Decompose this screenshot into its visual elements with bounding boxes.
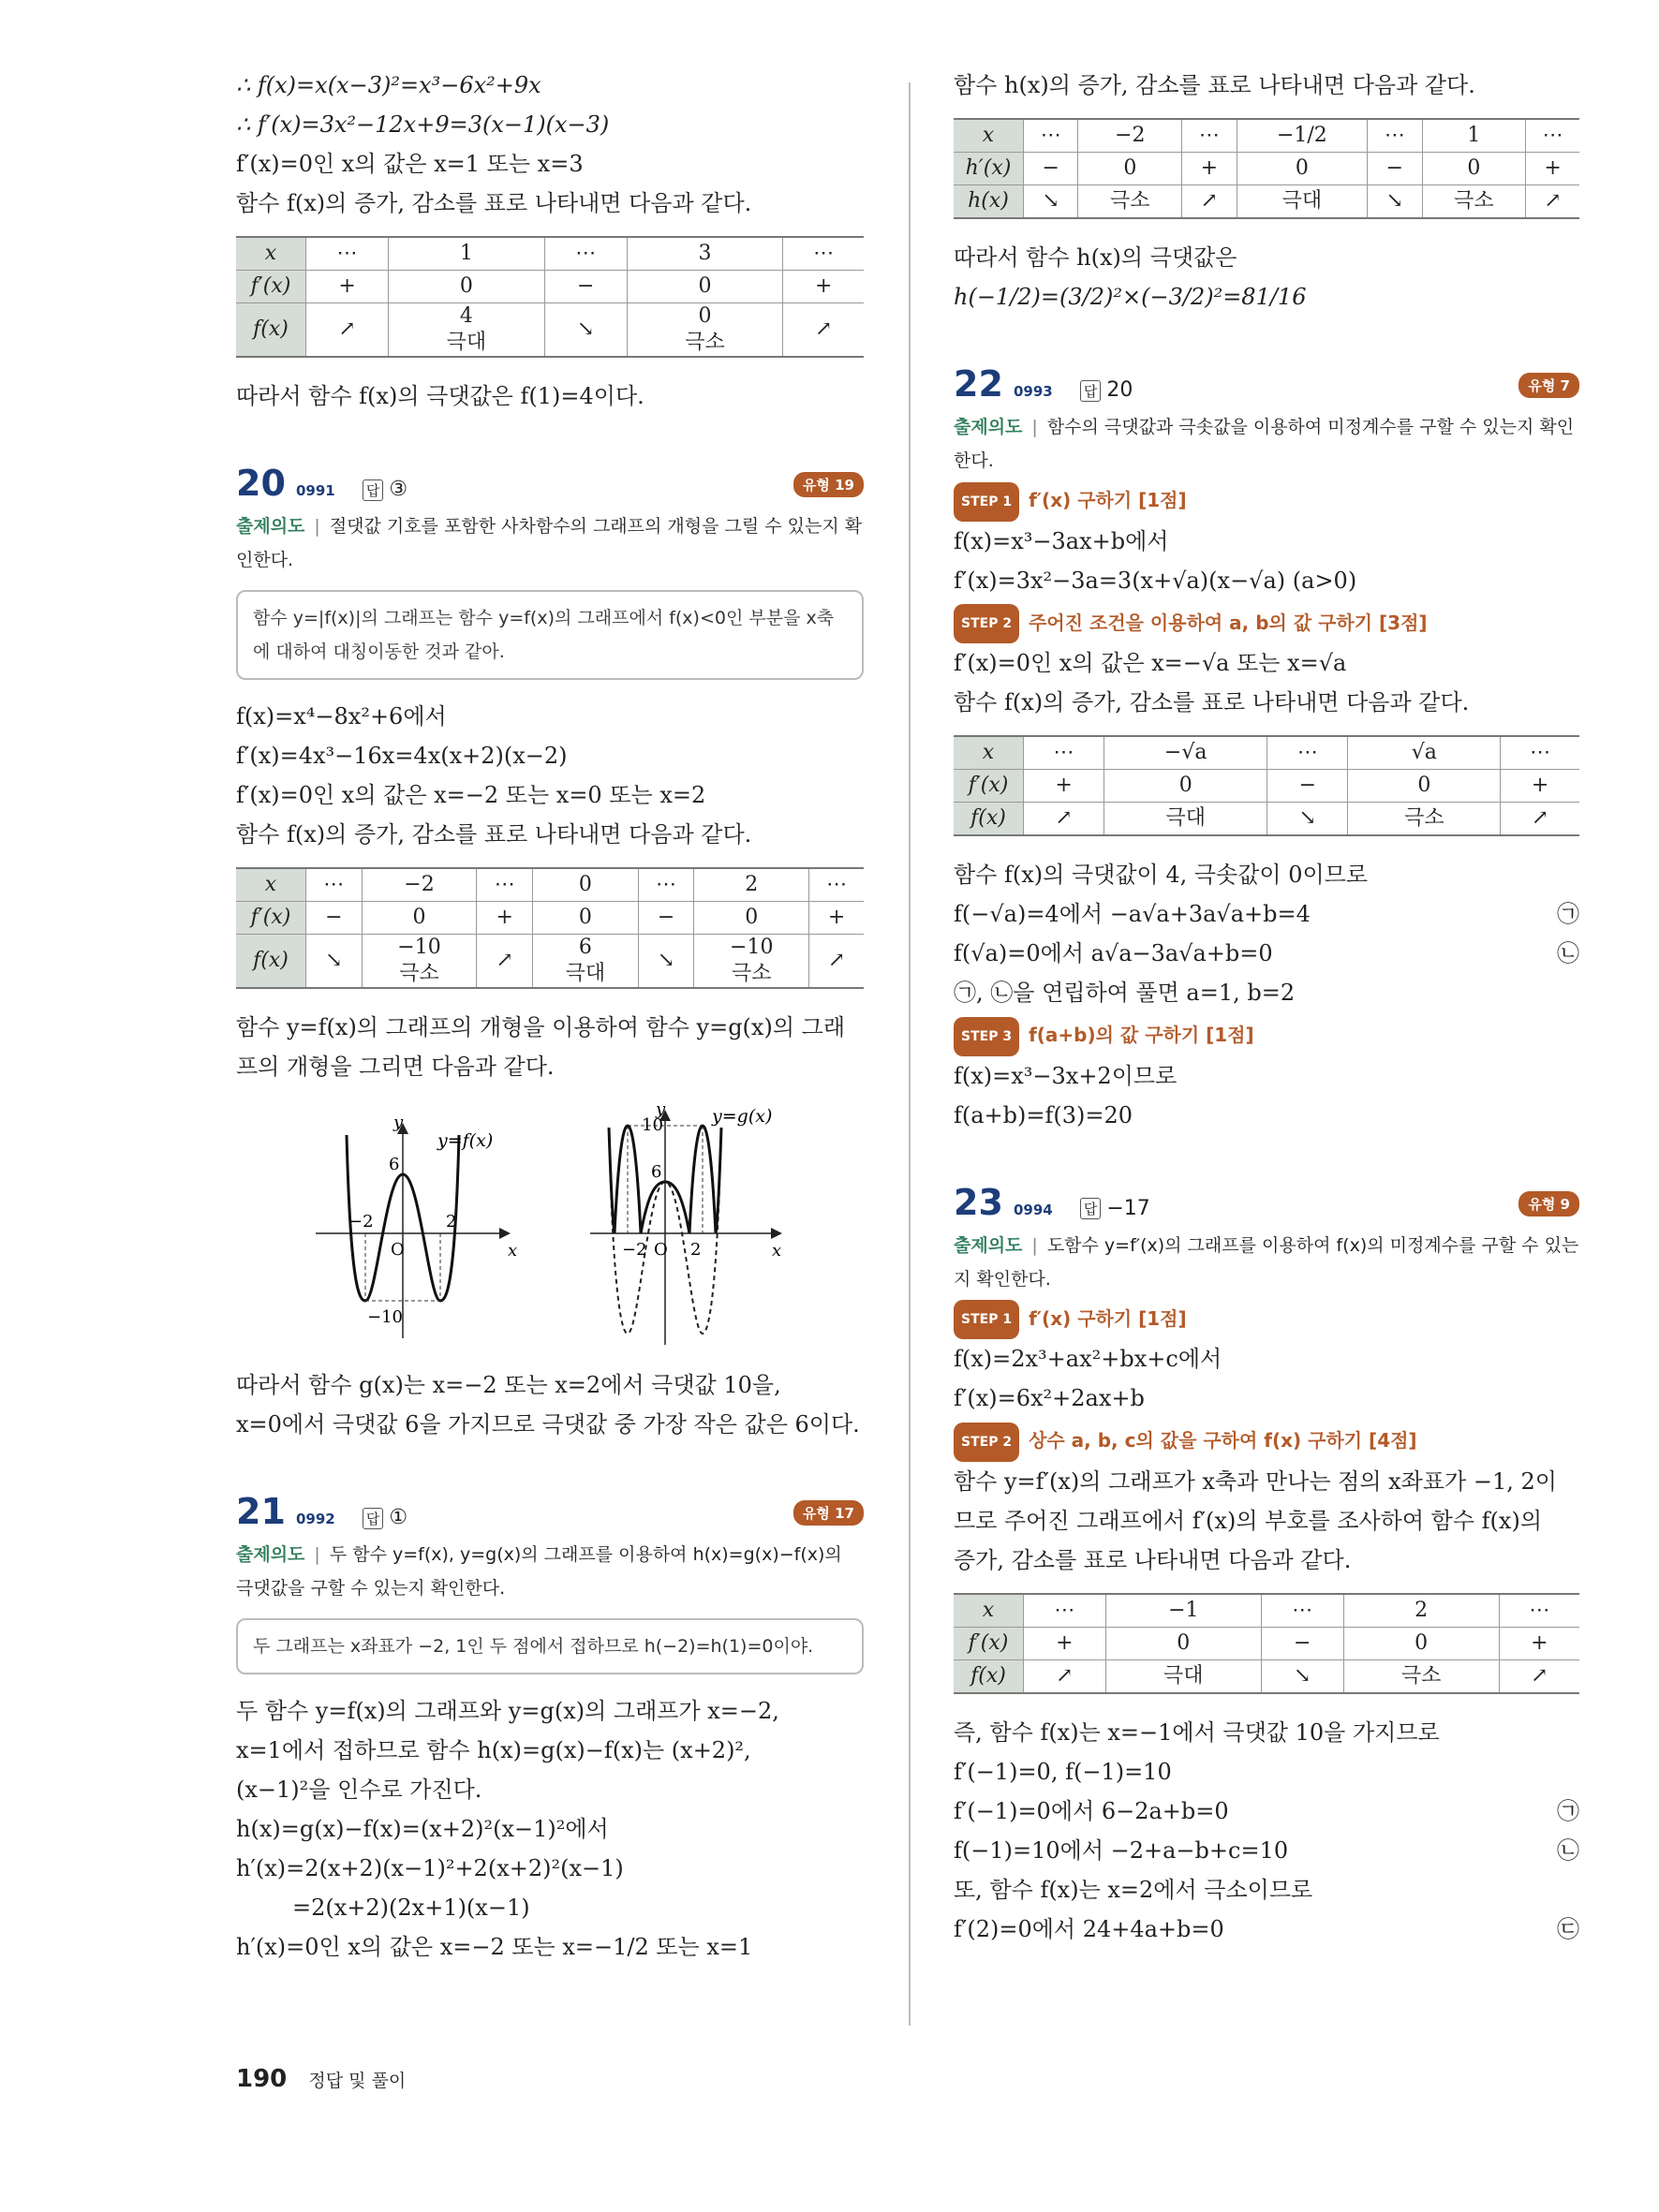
table-cell: ↘ [1024,185,1078,219]
table-cell: 0 [1105,1627,1261,1659]
graphs [236,1099,864,1352]
table-cell: + [1182,153,1237,185]
text-line: f′(x)=0인 x의 값은 x=−2 또는 x=0 또는 x=2 [236,782,706,808]
equation-text: f′(2)=0에서 24+4a+b=0 [954,1915,1224,1942]
intent-text: 두 함수 y=f(x), y=g(x)의 그래프를 이용하여 h(x)=g(x)−f(x)의 극댓값을 구할 수 있는지 확인한다. [236,1544,842,1599]
table-cell: f(x) [954,803,1024,836]
text-line: f′(x)=3x²−3a=3(x+√a)(x−√a) (a>0) [954,567,1357,594]
text-line: 함수 h(x)의 증가, 감소를 표로 나타내면 다음과 같다. [954,72,1475,98]
table-cell: + [1024,770,1104,803]
intent-label: 출제의도 [236,516,305,537]
table-cell: ↗ [306,303,389,358]
table-cell: ⋯ [1501,736,1579,770]
problem-21-header [236,1491,864,1532]
table-cell: + [1526,153,1579,185]
tick-minus-2: −2 [348,1212,374,1231]
equation-text: f(√a)=0에서 a√a−3a√a+b=0 [954,940,1273,966]
tick-10: 10 [642,1115,663,1135]
equation-text: f′(−1)=0에서 6−2a+b=0 [954,1797,1229,1824]
hint-box: 함수 y=|f(x)|의 그래프는 함수 y=f(x)의 그래프에서 f(x)<0인 부분을 x축에 대하여 대칭이동한 것과 같아. [236,590,864,680]
table-cell: ↗ [1501,803,1579,836]
table-cell: 3 [627,237,783,271]
table-cell: ⋯ [1526,119,1579,153]
table-row [954,119,1579,153]
table-cell: 0 [1422,153,1526,185]
table-cell: 0 [694,902,809,935]
table-row [954,1594,1579,1628]
tick-minus-2: −2 [622,1240,647,1260]
text-line: f(x)=x³−3ax+b에서 [954,527,1169,554]
graph-g [590,1099,781,1345]
table-cell: + [809,902,864,935]
table-cell: 4 극대 [389,303,545,358]
text-line: x=1에서 접하므로 함수 h(x)=g(x)−f(x)는 (x+2)², [236,1737,751,1763]
table-row [954,770,1579,803]
table-cell: ↗ [1526,185,1579,219]
table-cell: −10 극소 [694,935,809,989]
text-line: 므로 주어진 그래프에서 f′(x)의 부호를 조사하여 함수 f(x)의 [954,1507,1543,1534]
table-cell: 극소 [1078,185,1182,219]
table-cell: 0 [627,271,783,303]
problem-number: 21 [236,1491,286,1532]
table-cell: ⋯ [1499,1594,1579,1628]
column-divider [909,82,911,2026]
table-row [236,303,864,358]
intent: 출제의도 | 두 함수 y=f(x), y=g(x)의 그래프를 이용하여 h(x)=g(x)−f(x)의 극댓값을 구할 수 있는지 확인한다. [236,1544,842,1599]
table-cell: + [1501,770,1579,803]
answer-icon: 답 [1080,380,1102,402]
origin-label: O [654,1240,668,1260]
table-cell: 0 [1237,153,1367,185]
table-cell: + [1024,1627,1106,1659]
equation-mark: ㉡ [1557,940,1579,966]
page-footer [236,2065,406,2093]
step-title: f′(x) 구하기 [1점] [1029,1306,1187,1330]
text-line: (x−1)²을 인수로 가진다. [236,1777,482,1803]
page-number: 190 [236,2065,288,2093]
table-cell: −10 극소 [362,935,477,989]
step-title: 주어진 조건을 이용하여 a, b의 값 구하기 [3점] [1029,611,1428,634]
conclusion: 따라서 함수 f(x)의 극댓값은 f(1)=4이다. [236,383,644,409]
text-line: f′(x)=0인 x의 값은 x=1 또는 x=3 [236,151,584,177]
text-line: 따라서 함수 h(x)의 극댓값은 [954,244,1237,271]
table-cell: − [638,902,694,935]
text-line: 함수 f(x)의 증가, 감소를 표로 나타내면 다음과 같다. [954,689,1470,715]
step-title: f′(x) 구하기 [1점] [1029,489,1187,511]
text-line: 따라서 함수 g(x)는 x=−2 또는 x=2에서 극댓값 10을, [236,1372,781,1398]
x-label: x [772,1241,782,1261]
step-badge: STEP 1 [954,482,1019,522]
table-cell: ⋯ [809,868,864,902]
text-line: f′(x)=4x³−16x=4x(x+2)(x−2) [236,743,568,769]
table-row [236,935,864,989]
step-heading [954,481,1579,522]
table-cell: 0 [1343,1627,1499,1659]
answer [1080,1197,1150,1220]
answer-value: ③ [389,478,408,501]
table-cell: ⋯ [1024,1594,1106,1628]
table-cell: f′(x) [954,770,1024,803]
x-label: x [508,1241,518,1261]
type-badge: 유형 19 [793,472,864,497]
table-cell: −1 [1105,1594,1261,1628]
table-cell: ⋯ [1024,119,1078,153]
table-cell: ↘ [544,303,627,358]
origin-label: O [391,1240,405,1260]
intent-label: 출제의도 [236,1544,305,1565]
text-line: 함수 f(x)의 증가, 감소를 표로 나타내면 다음과 같다. [236,190,752,216]
problem-code: 0992 [295,1511,335,1527]
table-row [954,1627,1579,1659]
table-cell: 극소 [1343,1659,1499,1693]
table-cell: − [1024,153,1078,185]
table-cell: f(x) [236,935,306,989]
text-line: 함수 f(x)의 극댓값이 4, 극솟값이 0이므로 [954,862,1369,888]
table-cell: x [954,1594,1024,1628]
curve-label: y=f(x) [437,1130,494,1151]
problem-number: 20 [236,463,286,504]
problem-code: 0993 [1013,383,1053,400]
table-cell: − [1368,153,1422,185]
table-row [954,736,1579,770]
page-label: 정답 및 풀이 [308,2071,407,2091]
tick-2: 2 [690,1240,702,1260]
table-cell: f′(x) [954,1627,1024,1659]
table-row [954,153,1579,185]
variation-table [954,735,1579,836]
type-badge: 유형 9 [1518,1191,1579,1217]
table-cell: x [954,119,1024,153]
tick-6: 6 [389,1155,400,1174]
answer [1080,378,1133,402]
equation [954,934,1579,973]
table-cell: ⋯ [1261,1594,1343,1628]
answer [363,478,407,501]
table-row [954,1659,1579,1693]
table-cell: ⋯ [544,237,627,271]
table-cell: + [783,271,864,303]
table-cell: −√a [1104,736,1267,770]
intent-text: 절댓값 기호를 포함한 사차함수의 그래프의 개형을 그릴 수 있는지 확인한다. [236,516,863,570]
text-line: 증가, 감소를 표로 나타내면 다음과 같다. [954,1546,1352,1573]
text-line: ㉠, ㉡을 연립하여 풀면 a=1, b=2 [954,980,1296,1006]
left-column [236,66,864,1967]
tick-minus-10: −10 [367,1307,403,1327]
equation-mark: ㉠ [1557,901,1579,927]
table-cell: 0 [1078,153,1182,185]
variation-table [236,236,864,358]
table-cell: + [477,902,533,935]
table-cell: ⋯ [1182,119,1237,153]
step-heading [954,1300,1579,1340]
table-cell: ↘ [1261,1659,1343,1693]
text-line: 두 함수 y=f(x)의 그래프와 y=g(x)의 그래프가 x=−2, [236,1698,779,1724]
answer-value: 20 [1106,378,1133,402]
table-cell: ↗ [1024,1659,1106,1693]
variation-table [954,118,1579,219]
tick-6: 6 [651,1162,662,1182]
table-cell: 0 [1104,770,1267,803]
text-line: f(x)=x⁴−8x²+6에서 [236,703,447,730]
table-cell: ⋯ [1368,119,1422,153]
tick-2: 2 [446,1212,457,1231]
table-cell: − [1261,1627,1343,1659]
curve-label: y=g(x) [712,1106,773,1127]
table-cell: f(x) [236,303,306,358]
answer-icon: 답 [363,1508,384,1529]
table-cell: −2 [362,868,477,902]
table-cell: ↘ [1267,803,1348,836]
text-line: ∴ f′(x)=3x²−12x+9=3(x−1)(x−3) [236,111,610,138]
table-cell: + [306,271,389,303]
text-line: f′(x)=0인 x의 값은 x=−√a 또는 x=√a [954,650,1347,676]
table-cell: 극소 [1348,803,1501,836]
table-cell: ⋯ [477,868,533,902]
table-cell: −1/2 [1237,119,1367,153]
table-cell: ↗ [809,935,864,989]
table-row [236,271,864,303]
problem-code: 0994 [1013,1201,1053,1218]
step-heading [954,1016,1579,1056]
table-row [954,803,1579,836]
text-line: 또, 함수 f(x)는 x=2에서 극소이므로 [954,1876,1313,1903]
text-line: ∴ f(x)=x(x−3)²=x³−6x²+9x [236,72,541,98]
type-badge: 유형 17 [793,1500,864,1526]
step-badge: STEP 1 [954,1300,1019,1339]
text-line: x=0에서 극댓값 6을 가지므로 극댓값 중 가장 작은 값은 6이다. [236,1411,860,1438]
step-title: f(a+b)의 값 구하기 [1점] [1029,1024,1254,1046]
text-line: h′(x)=0인 x의 값은 x=−2 또는 x=−1/2 또는 x=1 [236,1934,753,1960]
equation-mark: ㉢ [1557,1915,1579,1942]
intent-text: 도함수 y=f′(x)의 그래프를 이용하여 f(x)의 미정계수를 구할 수 있는지 확인한다. [954,1234,1579,1290]
table-row [236,237,864,271]
y-label: y [393,1113,404,1132]
table-cell: ⋯ [783,237,864,271]
equation [954,1792,1579,1831]
step-title: 상수 a, b, c의 값을 구하여 f(x) 구하기 [4점] [1029,1429,1417,1452]
right-column [954,66,1579,1949]
table-cell: ↘ [1368,185,1422,219]
table-cell: 2 [1343,1594,1499,1628]
text-line: f(x)=x³−3x+2이므로 [954,1062,1178,1089]
intent: 출제의도 | 절댓값 기호를 포함한 사차함수의 그래프의 개형을 그릴 수 있는지 확인한다. [236,516,863,570]
problem-23-header [954,1182,1579,1223]
text-line: f(x)=2x³+ax²+bx+c에서 [954,1346,1222,1372]
table-row [954,185,1579,219]
table-cell: 0 [533,868,639,902]
table-row [236,902,864,935]
table-cell: −2 [1078,119,1182,153]
table-cell: x [954,736,1024,770]
table-cell: ⋯ [1024,736,1104,770]
equation [954,1831,1579,1870]
table-cell: f(x) [954,1659,1024,1693]
equation-text: f(−√a)=4에서 −a√a+3a√a+b=4 [954,901,1311,927]
problem-20-header [236,463,864,504]
problem-code: 0991 [295,482,335,499]
step-badge: STEP 3 [954,1017,1019,1056]
text-line: 함수 y=f′(x)의 그래프가 x축과 만나는 점의 x좌표가 −1, 2이 [954,1467,1557,1495]
intent-text: 함수의 극댓값과 극솟값을 이용하여 미정계수를 구할 수 있는지 확인한다. [954,417,1575,471]
equation [954,894,1579,934]
equation [954,1910,1579,1949]
text-line: f(a+b)=f(3)=20 [954,1101,1133,1128]
intent-label: 출제의도 [954,417,1023,437]
intent: 출제의도 | 함수의 극댓값과 극솟값을 이용하여 미정계수를 구할 수 있는지 확인한다. [954,417,1575,471]
intent: 출제의도 | 도함수 y=f′(x)의 그래프를 이용하여 f(x)의 미정계수를 구할 수 있는지 확인한다. [954,1234,1579,1290]
text-line: h(−1/2)=(3/2)²×(−3/2)²=81/16 [954,284,1307,310]
table-cell: h′(x) [954,153,1024,185]
type-badge: 유형 7 [1518,373,1579,398]
text-line: h′(x)=2(x+2)(x−1)²+2(x+2)²(x−1) [236,1855,624,1881]
equation-mark: ㉠ [1557,1797,1579,1824]
table-cell: ↗ [477,935,533,989]
table-cell: 극대 [1104,803,1267,836]
intent-label: 출제의도 [954,1234,1023,1256]
problem-number: 23 [954,1181,1003,1223]
table-cell: 1 [389,237,545,271]
table-cell: − [1267,770,1348,803]
graph-intro: 함수 y=f(x)의 그래프의 개형을 이용하여 함수 y=g(x)의 그래프의 개형을 그리면 다음과 같다. [236,1014,846,1080]
table-cell: 0 극소 [627,303,783,358]
y-label: y [656,1099,666,1119]
answer-value: −17 [1106,1196,1150,1220]
table-cell: √a [1348,736,1501,770]
equation-text: f(−1)=10에서 −2+a−b+c=10 [954,1836,1289,1864]
table-cell: ↗ [1182,185,1237,219]
table-cell: 0 [1348,770,1501,803]
table-cell: 2 [694,868,809,902]
text-line: h(x)=g(x)−f(x)=(x+2)²(x−1)²에서 [236,1816,609,1842]
table-cell: ↗ [1024,803,1104,836]
equation-mark: ㉡ [1557,1836,1579,1864]
answer [363,1506,407,1529]
answer-icon: 답 [363,479,384,501]
table-cell: 6 극대 [533,935,639,989]
table-cell: ⋯ [306,868,363,902]
table-cell: f′(x) [236,902,306,935]
text-line: =2(x+2)(2x+1)(x−1) [292,1895,530,1921]
step-badge: STEP 2 [954,604,1019,643]
graph-f [316,1113,517,1338]
table-cell: 0 [533,902,639,935]
table-cell: 극소 [1422,185,1526,219]
problem-22-header [954,363,1579,405]
step-heading [954,1422,1579,1462]
answer-icon: 답 [1080,1198,1102,1219]
text-line: f′(x)=6x²+2ax+b [954,1385,1145,1411]
text-line: f′(−1)=0, f(−1)=10 [954,1758,1172,1785]
table-cell: ⋯ [638,868,694,902]
table-cell: 극대 [1237,185,1367,219]
variation-table [954,1593,1579,1694]
table-cell: ↘ [638,935,694,989]
table-cell: f′(x) [236,271,306,303]
table-cell: h(x) [954,185,1024,219]
hint-box: 두 그래프는 x좌표가 −2, 1인 두 점에서 접하므로 h(−2)=h(1)=0이야. [236,1618,864,1674]
table-cell: 0 [389,271,545,303]
table-cell: ↘ [306,935,363,989]
table-row [236,868,864,902]
table-cell: + [1499,1627,1579,1659]
table-cell: − [306,902,363,935]
graph-figure [236,1099,864,1352]
table-cell: 극대 [1105,1659,1261,1693]
table-cell: ⋯ [306,237,389,271]
table-cell: − [544,271,627,303]
table-cell: x [236,868,306,902]
table-cell: x [236,237,306,271]
text-line: 함수 f(x)의 증가, 감소를 표로 나타내면 다음과 같다. [236,821,752,848]
table-cell: ↗ [1499,1659,1579,1693]
answer-value: ① [389,1506,408,1529]
variation-table [236,867,864,989]
table-cell: ⋯ [1267,736,1348,770]
table-cell: 0 [362,902,477,935]
table-cell: 1 [1422,119,1526,153]
problem-number: 22 [954,363,1003,405]
text-line: 즉, 함수 f(x)는 x=−1에서 극댓값 10을 가지므로 [954,1718,1440,1746]
step-badge: STEP 2 [954,1423,1019,1462]
step-heading [954,604,1579,644]
table-cell: ↗ [783,303,864,358]
